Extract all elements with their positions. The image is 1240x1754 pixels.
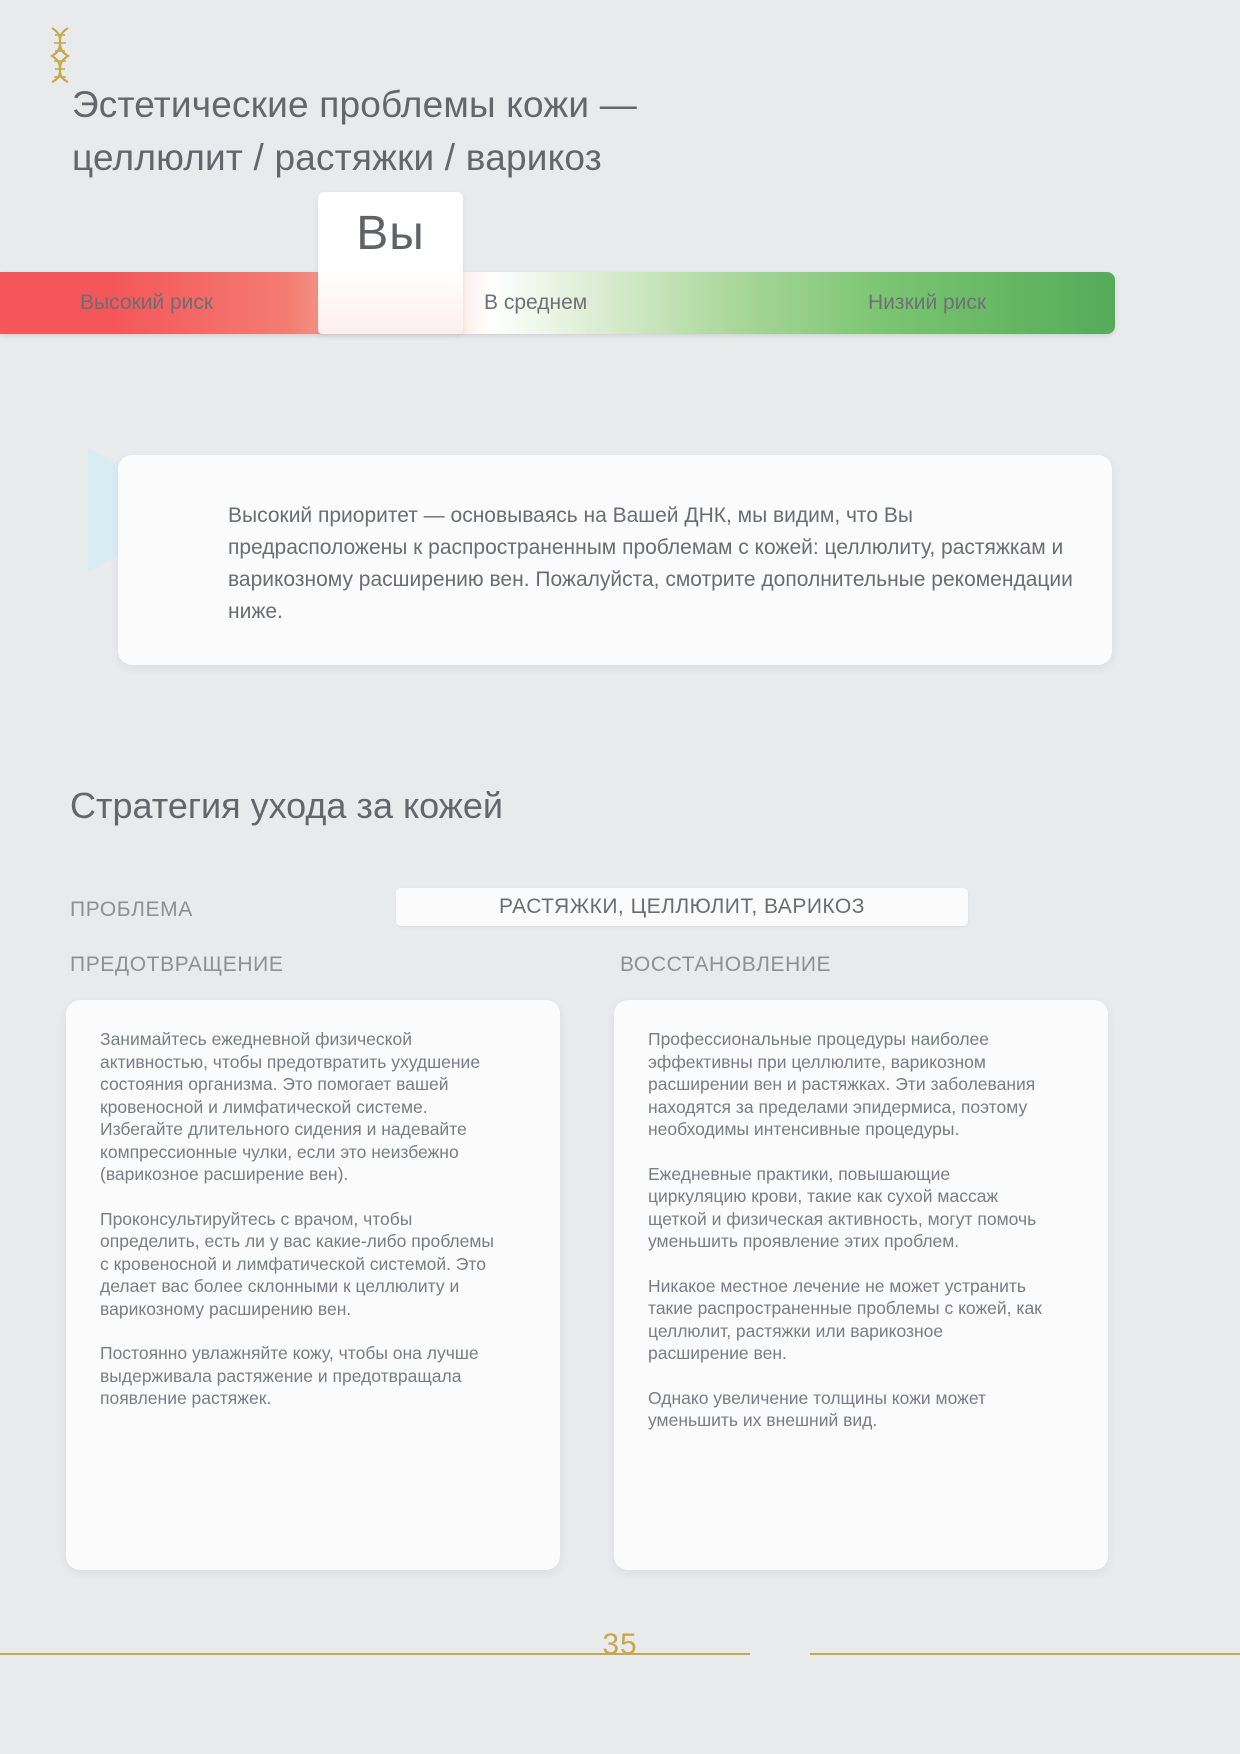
recovery-paragraph: Ежедневные практики, повышающие циркуляцию крови, такие как сухой массаж щеткой и физическая активность, могут помочь уменьшить проявление этих проблем. [648, 1163, 1037, 1251]
prevention-column-header: ПРЕДОТВРАЩЕНИЕ [70, 953, 284, 976]
recovery-paragraph: Однако увеличение толщины кожи может уменьшить их внешний вид. [648, 1387, 986, 1430]
page-number: 35 [602, 1628, 638, 1661]
risk-label-mid: В среднем [484, 291, 588, 314]
page-title-line-1: Эстетические проблемы кожи — [72, 84, 637, 125]
dna-helix-icon [40, 26, 80, 84]
recovery-card [614, 1000, 1108, 1570]
prevention-paragraph: Занимайтесь ежедневной физической активностью, чтобы предотвратить ухудшение состояния организма. Это помогает вашей кровеносной и лимфатической системе. Избегайте длительного сидения и надевайте компрессионные чулки, если это неизбежно (варикозное расширение вен). [100, 1029, 481, 1184]
risk-label-low: Низкий риск [868, 291, 987, 314]
recovery-paragraph: Никакое местное лечение не может устранить такие распространенные проблемы с кожей, как целлюлит, растяжки или варикозное расширение вен. [648, 1275, 1042, 1363]
callout-card [118, 455, 1112, 665]
page-title [72, 78, 1052, 184]
problem-value-text: РАСТЯЖКИ, ЦЕЛЛЮЛИТ, ВАРИКОЗ [499, 895, 865, 918]
risk-scale [0, 207, 1115, 334]
risk-marker-label: Вы [356, 207, 425, 260]
recovery-card-body [648, 1028, 1048, 1432]
problem-value-pill [396, 888, 968, 926]
recovery-paragraph: Профессиональные процедуры наиболее эффективны при целлюлите, варикозном расширении вен и растяжках. Эти заболевания находятся за пределами эпидермиса, поэтому необходимы интенсивные процедуры. [648, 1029, 1036, 1139]
risk-label-high: Высокий риск [80, 291, 214, 314]
problem-label: ПРОБЛЕМА [70, 898, 193, 921]
prevention-card-body [100, 1028, 500, 1410]
risk-marker-you [318, 192, 463, 334]
recovery-column-header: ВОССТАНОВЛЕНИЕ [620, 953, 832, 976]
prevention-paragraph: Постоянно увлажняйте кожу, чтобы она лучше выдерживала растяжение и предотвращала появление растяжек. [100, 1343, 479, 1408]
page-title-line-2: целлюлит / растяжки / варикоз [72, 137, 602, 178]
section-heading: Стратегия ухода за кожей [70, 785, 503, 826]
prevention-card [66, 1000, 560, 1570]
prevention-paragraph: Проконсультируйтесь с врачом, чтобы определить, есть ли у вас какие-либо проблемы с кровеносной и лимфатической системой. Это делает вас более склонными к целлюлиту и варикозному расширению вен. [100, 1208, 494, 1319]
callout-text: Высокий приоритет — основываясь на Вашей ДНК, мы видим, что Вы предрасположены к распространенным проблемам с кожей: целлюлиту, растяжкам и варикозному расширению вен. Пожалуйста, смотрите дополнительные рекомендации ниже. [228, 504, 1073, 623]
